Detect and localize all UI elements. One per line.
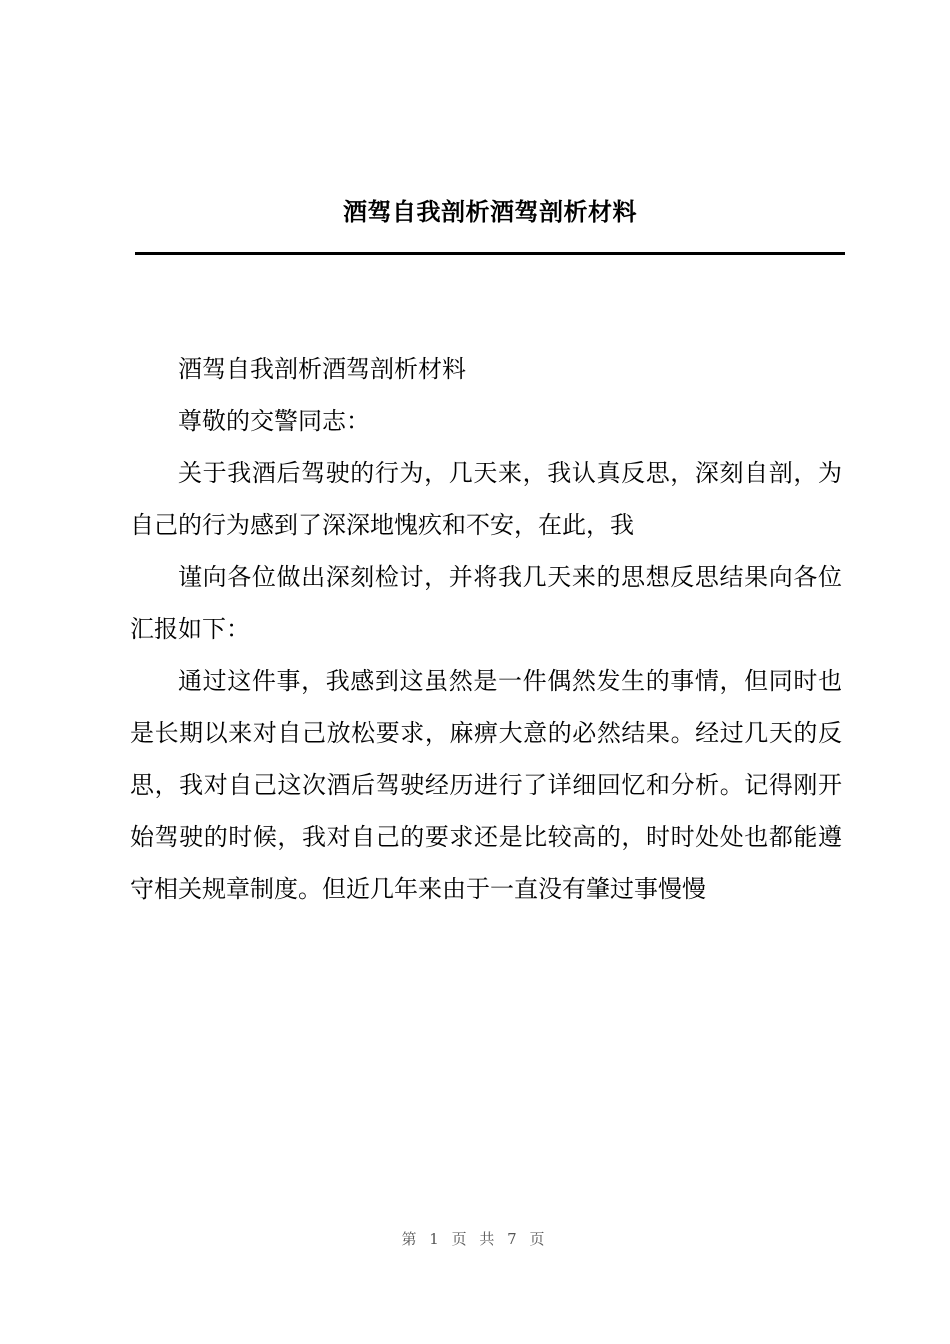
- footer-pages-label: 页: [529, 1230, 549, 1248]
- footer-of-label: 页 共: [451, 1230, 499, 1248]
- footer-current-page: 1: [429, 1230, 443, 1248]
- footer-total-pages: 7: [507, 1230, 521, 1248]
- paragraph: 通过这件事，我感到这虽然是一件偶然发生的事情，但同时也是长期以来对自己放松要求，麻痹大意的必然结果。经过几天的反思，我对自己这次酒后驾驶经历进行了详细回忆和分析。记得刚开始驾驶的时候，我对自己的要求还是比较高的，时时处处也都能遵守相关规章制度。但近几年来由于一直没有肇过事慢慢: [130, 667, 842, 903]
- document-title: 酒驾自我剖析酒驾剖析材料: [343, 197, 637, 226]
- page-number-footer: [0, 1228, 950, 1249]
- document-body: [130, 343, 842, 915]
- paragraph: 谨向各位做出深刻检讨，并将我几天来的思想反思结果向各位汇报如下：: [130, 563, 842, 643]
- paragraph-heading: 酒驾自我剖析酒驾剖析材料: [178, 355, 466, 383]
- paragraph-salutation: 尊敬的交警同志：: [178, 407, 370, 435]
- footer-page-label: 第: [401, 1230, 421, 1248]
- paragraph: 关于我酒后驾驶的行为，几天来，我认真反思，深刻自剖，为自己的行为感到了深深地愧疚和不安，在此，我: [130, 459, 842, 539]
- title-divider: [135, 252, 845, 255]
